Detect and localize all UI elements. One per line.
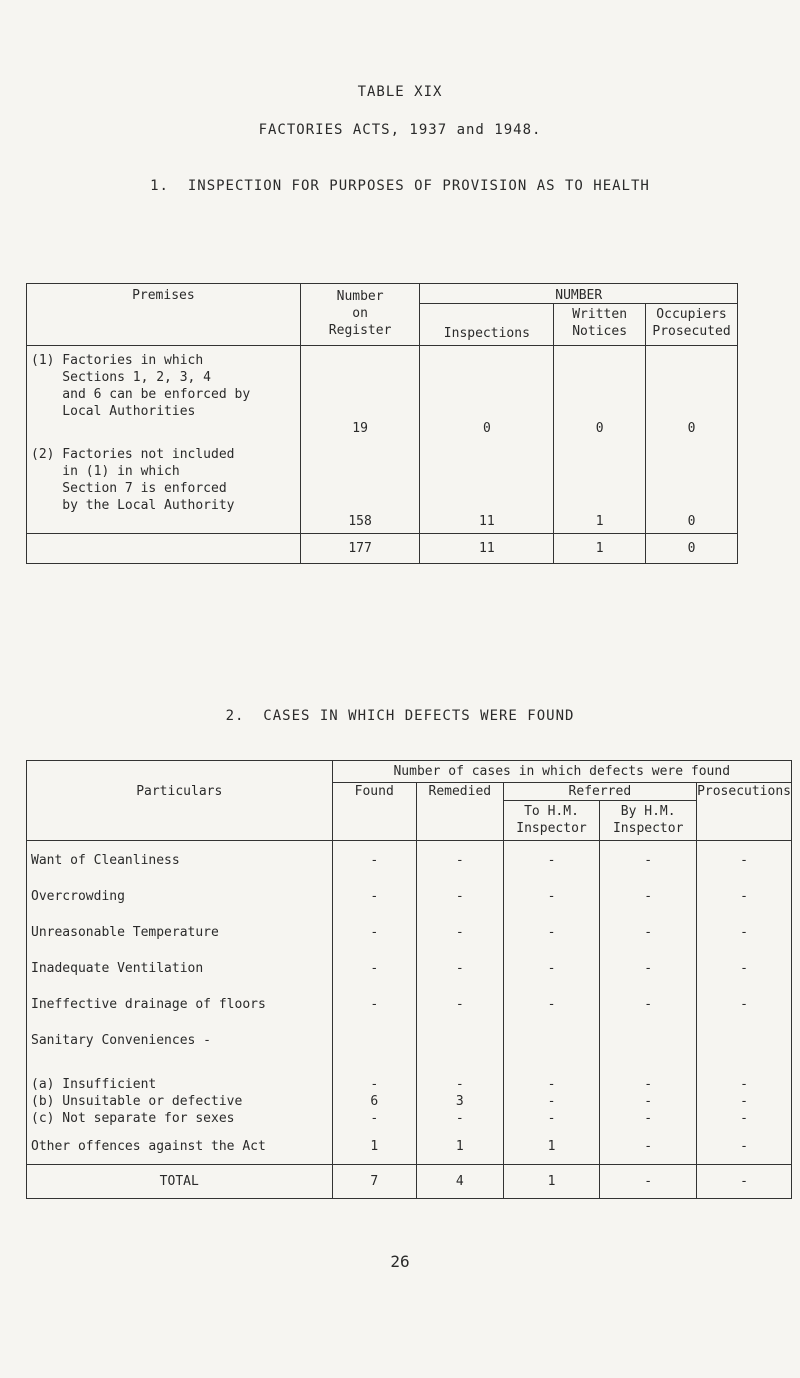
register-cell: 158 — [300, 440, 420, 534]
prosecutions-cell: - — [697, 961, 792, 997]
total-prosecutions: - — [697, 1165, 792, 1199]
total-label-cell — [27, 534, 301, 564]
remedied-cell: - — [416, 889, 503, 925]
to-hm-cell: - — [503, 1094, 600, 1111]
notices-cell: 0 — [554, 346, 646, 440]
by-hm-cell: - — [600, 1111, 697, 1139]
found-cell: 6 — [332, 1094, 416, 1111]
to-hm-line1: To H.M. — [524, 804, 579, 819]
occupiers-line1: Occupiers — [656, 307, 727, 322]
table-row — [27, 853, 792, 889]
prosecutions-cell: - — [697, 1077, 792, 1094]
total-found: 7 — [332, 1165, 416, 1199]
remedied-cell: - — [416, 1111, 503, 1139]
to-hm-cell: - — [503, 853, 600, 889]
prosecuted-cell: 0 — [646, 440, 738, 534]
to-hm-cell: - — [503, 889, 600, 925]
register-header-line2: on — [352, 306, 368, 321]
inspections-cell: 11 — [420, 440, 554, 534]
particulars-cell: Other offences against the Act — [27, 1139, 333, 1165]
remedied-cell: - — [416, 1077, 503, 1094]
premises-line: Local Authorities — [31, 404, 196, 419]
prosecutions-cell: - — [697, 1139, 792, 1165]
number-group-header: NUMBER — [420, 284, 738, 304]
found-cell: - — [332, 925, 416, 961]
remedied-cell: - — [416, 997, 503, 1033]
premises-line: Sections 1, 2, 3, 4 — [31, 370, 212, 385]
found-cell: - — [332, 889, 416, 925]
table-row — [27, 1033, 792, 1077]
total-prosecuted: 0 — [646, 534, 738, 564]
table-row — [27, 889, 792, 925]
by-hm-cell: - — [600, 997, 697, 1033]
to-hm-cell: - — [503, 1077, 600, 1094]
to-hm-header — [503, 801, 600, 841]
inspection-table — [26, 283, 738, 564]
occupiers-header — [646, 304, 738, 346]
inspections-header: Inspections — [420, 304, 554, 346]
premises-line: in (1) in which — [31, 463, 180, 479]
total-register: 177 — [300, 534, 420, 564]
particulars-cell: (a) Insufficient — [27, 1077, 333, 1094]
occupiers-line2: Prosecuted — [652, 324, 731, 339]
total-row — [27, 1165, 792, 1199]
to-hm-cell: - — [503, 1111, 600, 1139]
premises-header: Premises — [27, 284, 301, 346]
by-hm-cell: - — [600, 961, 697, 997]
particulars-cell: (c) Not separate for sexes — [27, 1111, 333, 1139]
prosecutions-cell: - — [697, 997, 792, 1033]
particulars-cell: (b) Unsuitable or defective — [27, 1094, 333, 1111]
premises-line: by the Local Authority — [31, 497, 235, 513]
table-row — [27, 961, 792, 997]
premises-line: Section 7 is enforced — [31, 480, 227, 496]
found-cell: - — [332, 1077, 416, 1094]
page-number: 26 — [390, 1252, 410, 1271]
by-hm-line1: By H.M. — [620, 804, 676, 819]
table-label: TABLE XIX — [357, 84, 443, 100]
total-inspections: 11 — [420, 534, 554, 564]
total-to-hm: 1 — [503, 1165, 600, 1199]
prosecutions-cell: - — [697, 1111, 792, 1139]
found-cell: - — [332, 997, 416, 1033]
found-cell: - — [332, 1111, 416, 1139]
section2-title: 2. CASES IN WHICH DEFECTS WERE FOUND — [225, 708, 575, 724]
register-header-line1: Number — [336, 289, 384, 304]
premises-line: (1) Factories in which — [31, 353, 204, 368]
to-hm-cell: - — [503, 997, 600, 1033]
prosecutions-cell: - — [697, 925, 792, 961]
inspections-cell: 0 — [420, 346, 554, 440]
referred-header: Referred — [503, 783, 696, 801]
prosecutions-cell: - — [697, 1094, 792, 1111]
prosecuted-cell: 0 — [646, 346, 738, 440]
by-hm-line2: Inspector — [612, 821, 684, 836]
found-header: Found — [332, 783, 416, 841]
premises-line: and 6 can be enforced by — [31, 387, 251, 402]
register-header-line3: Register — [328, 323, 392, 338]
total-remedied: 4 — [416, 1165, 503, 1199]
remedied-cell: - — [416, 925, 503, 961]
written-notices-header — [554, 304, 646, 346]
particulars-cell: Want of Cleanliness — [27, 853, 333, 889]
remedied-cell: - — [416, 961, 503, 997]
particulars-cell: Sanitary Conveniences - — [27, 1033, 333, 1077]
by-hm-cell: - — [600, 889, 697, 925]
particulars-header: Particulars — [27, 761, 333, 841]
particulars-cell: Overcrowding — [27, 889, 333, 925]
premises-cell — [27, 440, 301, 534]
act-title: FACTORIES ACTS, 1937 and 1948. — [258, 122, 542, 138]
written-notices-line1: Written — [572, 307, 628, 322]
total-row — [27, 534, 738, 564]
to-hm-cell: - — [503, 925, 600, 961]
section1-title: 1. INSPECTION FOR PURPOSES OF PROVISION AS TO HEALTH — [150, 178, 650, 194]
to-hm-cell: - — [503, 961, 600, 997]
total-by-hm: - — [600, 1165, 697, 1199]
register-cell: 19 — [300, 346, 420, 440]
notices-cell: 1 — [554, 440, 646, 534]
by-hm-cell: - — [600, 853, 697, 889]
table-row — [27, 1139, 792, 1165]
to-hm-cell: 1 — [503, 1139, 600, 1165]
table-row — [27, 1094, 792, 1111]
table-row — [27, 346, 738, 440]
by-hm-cell: - — [600, 1077, 697, 1094]
found-cell: - — [332, 961, 416, 997]
table-row — [27, 1077, 792, 1094]
defects-group-header: Number of cases in which defects were found — [332, 761, 792, 783]
table-row — [27, 1111, 792, 1139]
by-hm-header — [600, 801, 697, 841]
found-cell: - — [332, 853, 416, 889]
total-label: TOTAL — [27, 1165, 333, 1199]
remedied-cell: - — [416, 853, 503, 889]
prosecutions-cell: - — [697, 853, 792, 889]
particulars-cell: Ineffective drainage of floors — [27, 997, 333, 1033]
prosecutions-cell: - — [697, 889, 792, 925]
total-notices: 1 — [554, 534, 646, 564]
to-hm-line2: Inspector — [516, 821, 587, 836]
table-row — [27, 997, 792, 1033]
premises-cell — [27, 346, 301, 440]
premises-line: (2) Factories not included — [31, 446, 235, 462]
particulars-cell: Unreasonable Temperature — [27, 925, 333, 961]
remedied-cell: 1 — [416, 1139, 503, 1165]
remedied-header: Remedied — [416, 783, 503, 841]
defects-table — [26, 760, 792, 1199]
prosecutions-header: Prosecutions — [697, 783, 792, 841]
found-cell: 1 — [332, 1139, 416, 1165]
by-hm-cell: - — [600, 1094, 697, 1111]
particulars-cell: Inadequate Ventilation — [27, 961, 333, 997]
written-notices-line2: Notices — [572, 324, 628, 339]
by-hm-cell: - — [600, 1139, 697, 1165]
table-row — [27, 440, 738, 534]
by-hm-cell: - — [600, 925, 697, 961]
register-header — [300, 284, 420, 346]
table-row — [27, 925, 792, 961]
remedied-cell: 3 — [416, 1094, 503, 1111]
